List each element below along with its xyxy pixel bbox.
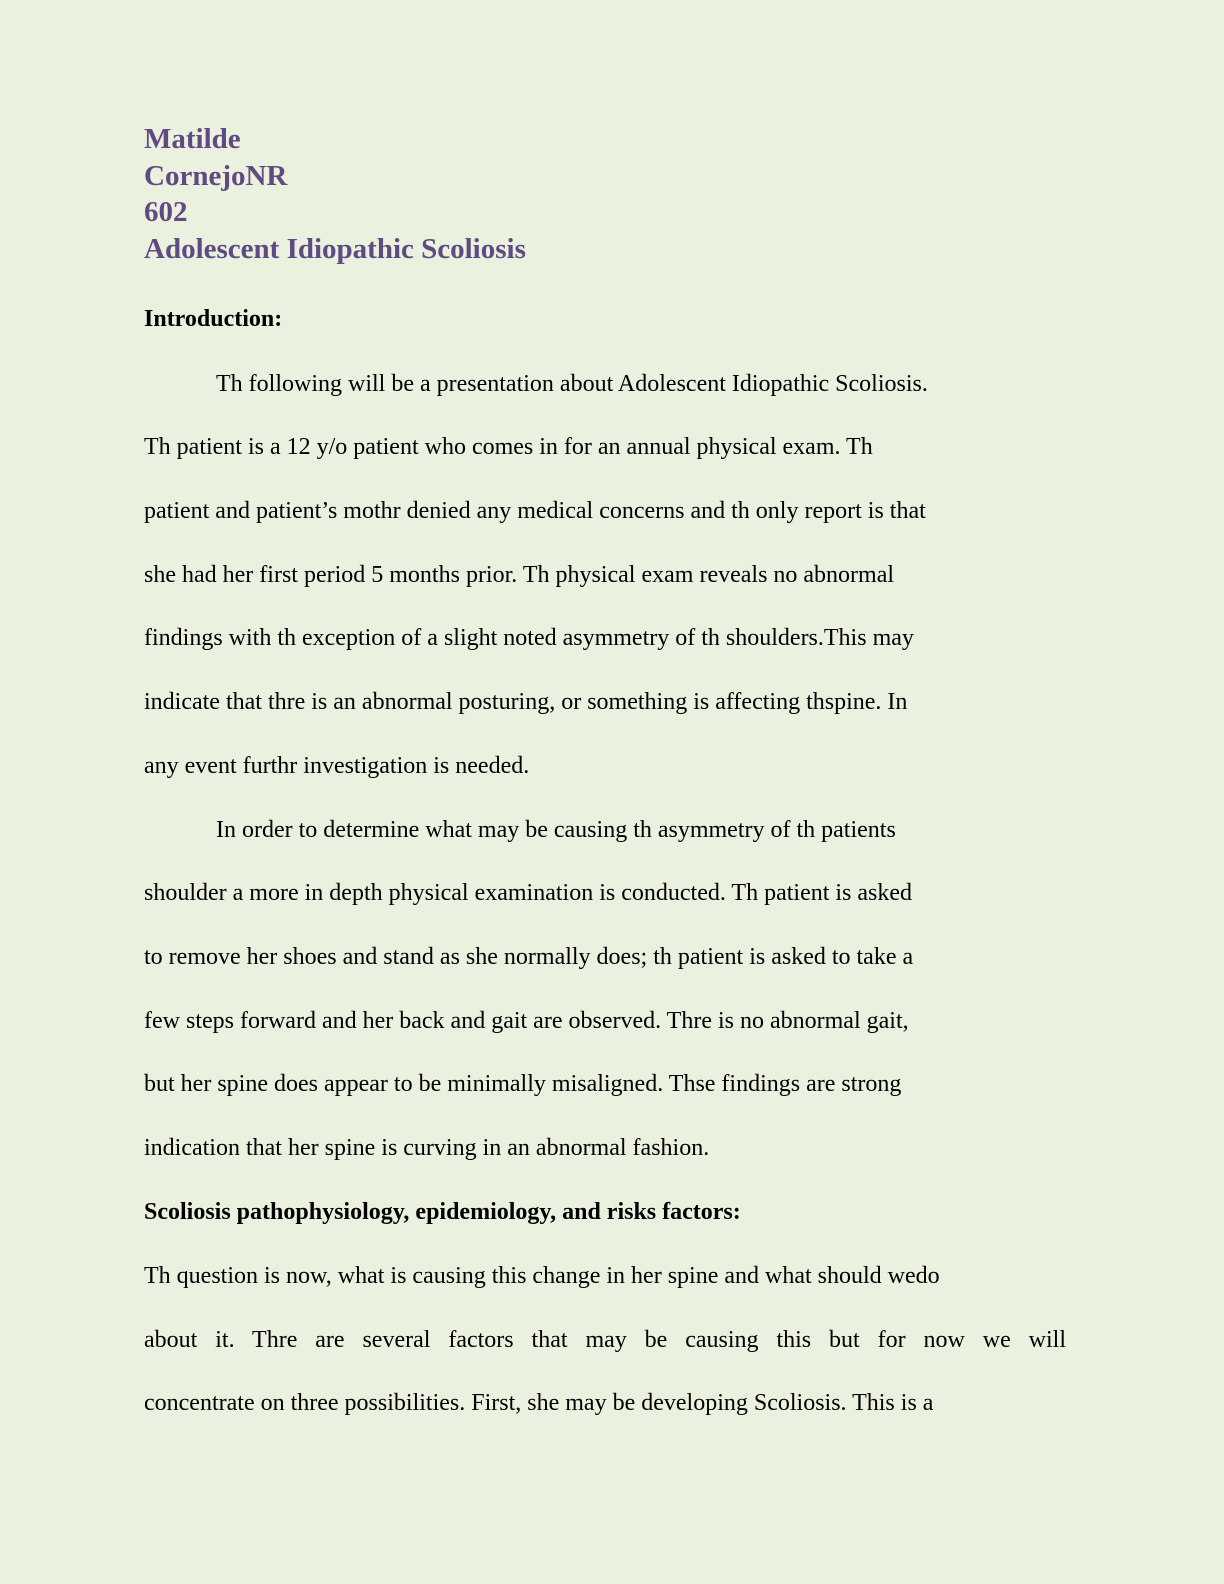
paragraph-line: Th following will be a presentation about Adolescent Idiopathic Scoliosis. — [216, 371, 928, 397]
introduction-heading: Introduction: — [144, 306, 283, 332]
document-title: Adolescent Idiopathic Scoliosis — [144, 232, 526, 265]
paragraph-line: Th question is now, what is causing this change in her spine and what should wedo — [144, 1263, 940, 1289]
paragraph-line: any event furthr investigation is needed. — [144, 753, 530, 779]
paragraph-line: to remove her shoes and stand as she normally does; th patient is asked to take a — [144, 944, 914, 970]
paragraph-line: shoulder a more in depth physical examination is conducted. Th patient is asked — [144, 880, 913, 906]
paragraph-line: indicate that thre is an abnormal posturing, or something is affecting thspine. In — [144, 689, 908, 715]
document-header — [144, 121, 1084, 267]
paragraph-line: about it. Thre are several factors that may be causing this but for now we will — [144, 1327, 1066, 1353]
paragraph-line: In order to determine what may be causing th asymmetry of th patients — [216, 817, 896, 843]
pathophysiology-heading: Scoliosis pathophysiology, epidemiology, and risks factors: — [144, 1199, 741, 1225]
paragraph-line: concentrate on three possibilities. First, she may be developing Scoliosis. This is a — [144, 1390, 934, 1416]
author-last-name: CornejoNR — [144, 159, 288, 192]
author-first-name: Matilde — [144, 123, 241, 155]
paragraph-line: indication that her spine is curving in an abnormal fashion. — [144, 1135, 710, 1161]
paragraph-line: but her spine does appear to be minimally misaligned. Thse findings are strong — [144, 1071, 902, 1097]
paragraph-line: findings with th exception of a slight noted asymmetry of th shoulders.This may — [144, 625, 914, 651]
paragraph-line: few steps forward and her back and gait are observed. Thre is no abnormal gait, — [144, 1008, 909, 1034]
paragraph-line: patient and patient’s mothr denied any medical concerns and th only report is that — [144, 498, 926, 524]
paragraph-line: she had her first period 5 months prior. Th physical exam reveals no abnormal — [144, 562, 895, 588]
paragraph-line: Th patient is a 12 y/o patient who comes in for an annual physical exam. Th — [144, 434, 873, 460]
course-number: 602 — [144, 196, 188, 228]
